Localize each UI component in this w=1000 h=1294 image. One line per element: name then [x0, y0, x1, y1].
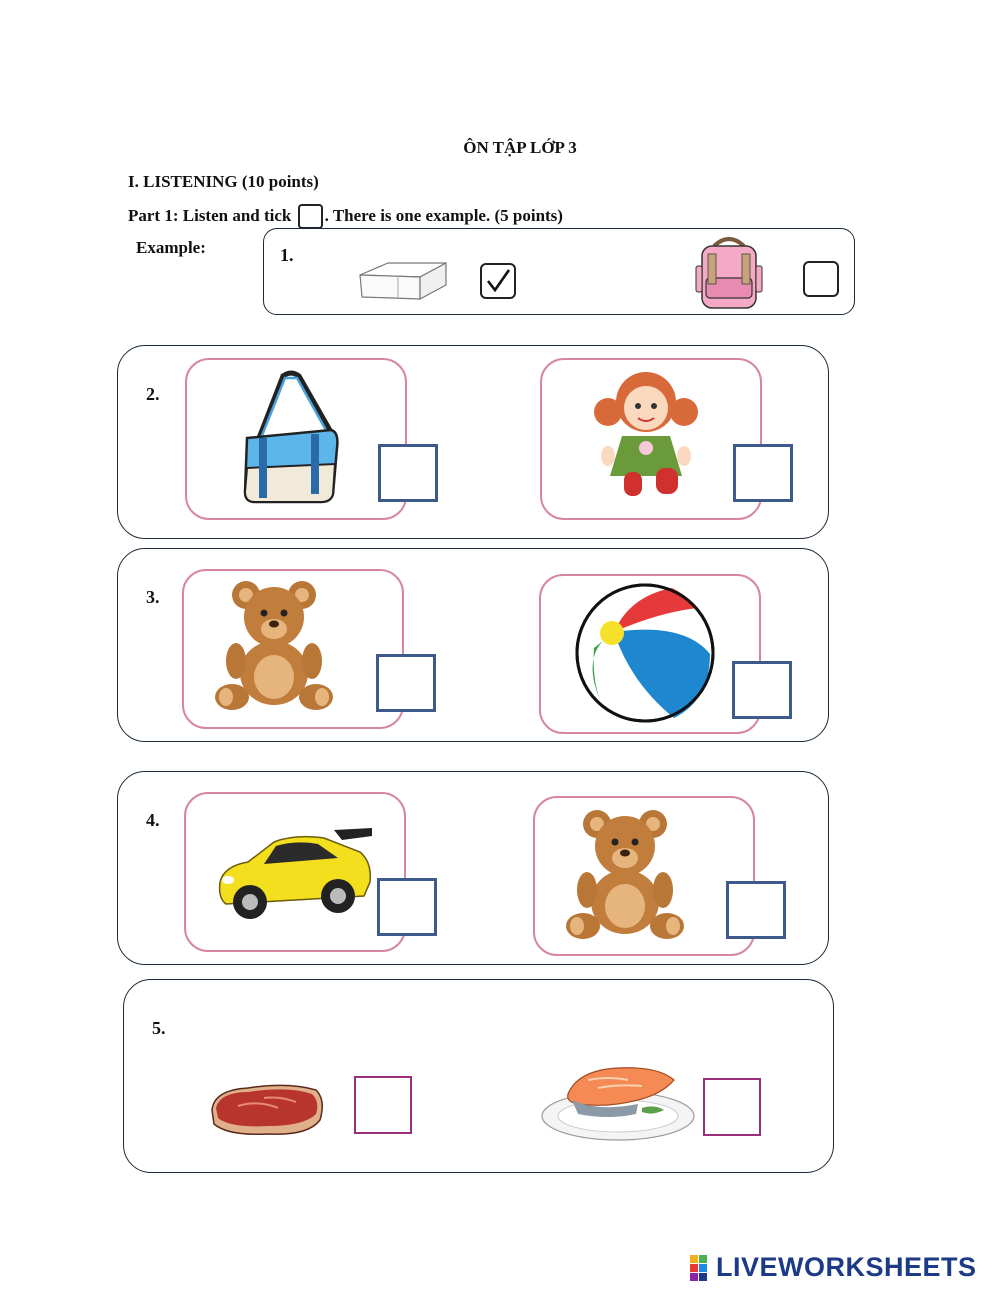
question-3-option-a — [182, 569, 404, 729]
teddy-bear-icon — [563, 806, 687, 947]
section-heading: I. LISTENING (10 points) — [128, 172, 319, 191]
example-checkbox-empty[interactable] — [803, 261, 839, 297]
question-3-option-b — [539, 574, 761, 734]
question-3-checkbox-a[interactable] — [376, 654, 436, 712]
teddy-bear-icon — [212, 577, 336, 718]
question-4-option-b — [533, 796, 755, 956]
question-3-checkbox-b[interactable] — [732, 661, 792, 719]
eraser-icon — [358, 253, 448, 308]
question-2-checkbox-a[interactable] — [378, 444, 438, 502]
logo-blocks-icon — [690, 1255, 716, 1281]
question-2-option-b — [540, 358, 762, 520]
question-4-checkbox-a[interactable] — [377, 878, 437, 936]
fish-icon — [538, 1060, 698, 1151]
question-5-checkbox-a[interactable] — [354, 1076, 412, 1134]
worksheet-title: ÔN TẬP LỚP 3 — [463, 138, 577, 157]
instruction-text-end: . There is one example. (5 points) — [324, 205, 563, 225]
example-checkbox-checked[interactable] — [480, 263, 516, 299]
question-number: 5. — [152, 1018, 166, 1038]
example-box — [263, 228, 855, 315]
question-4-box — [117, 771, 829, 965]
question-5-box — [123, 979, 834, 1173]
question-2-checkbox-b[interactable] — [733, 444, 793, 502]
example-label: Example: — [136, 238, 206, 257]
tick-example-icon — [298, 204, 323, 229]
question-number: 1. — [280, 245, 294, 265]
blue-bag-icon — [241, 368, 341, 509]
question-2-box — [117, 345, 829, 539]
question-3-box — [117, 548, 829, 742]
question-number: 4. — [146, 810, 160, 830]
question-4-checkbox-b[interactable] — [726, 881, 786, 939]
backpack-icon — [696, 236, 762, 315]
question-number: 3. — [146, 587, 160, 607]
question-4-option-a — [184, 792, 406, 952]
part-instruction — [128, 203, 563, 228]
liveworksheets-logo — [690, 1252, 977, 1283]
beach-ball-icon — [574, 582, 716, 729]
instruction-text-start: Part 1: Listen and tick — [128, 205, 296, 225]
question-2-option-a — [185, 358, 407, 520]
doll-icon — [586, 366, 706, 503]
question-number: 2. — [146, 384, 160, 404]
question-5-checkbox-b[interactable] — [703, 1078, 761, 1136]
logo-text: LIVEWORKSHEETS — [716, 1252, 977, 1282]
meat-icon — [208, 1080, 326, 1145]
yellow-car-icon — [214, 822, 374, 931]
